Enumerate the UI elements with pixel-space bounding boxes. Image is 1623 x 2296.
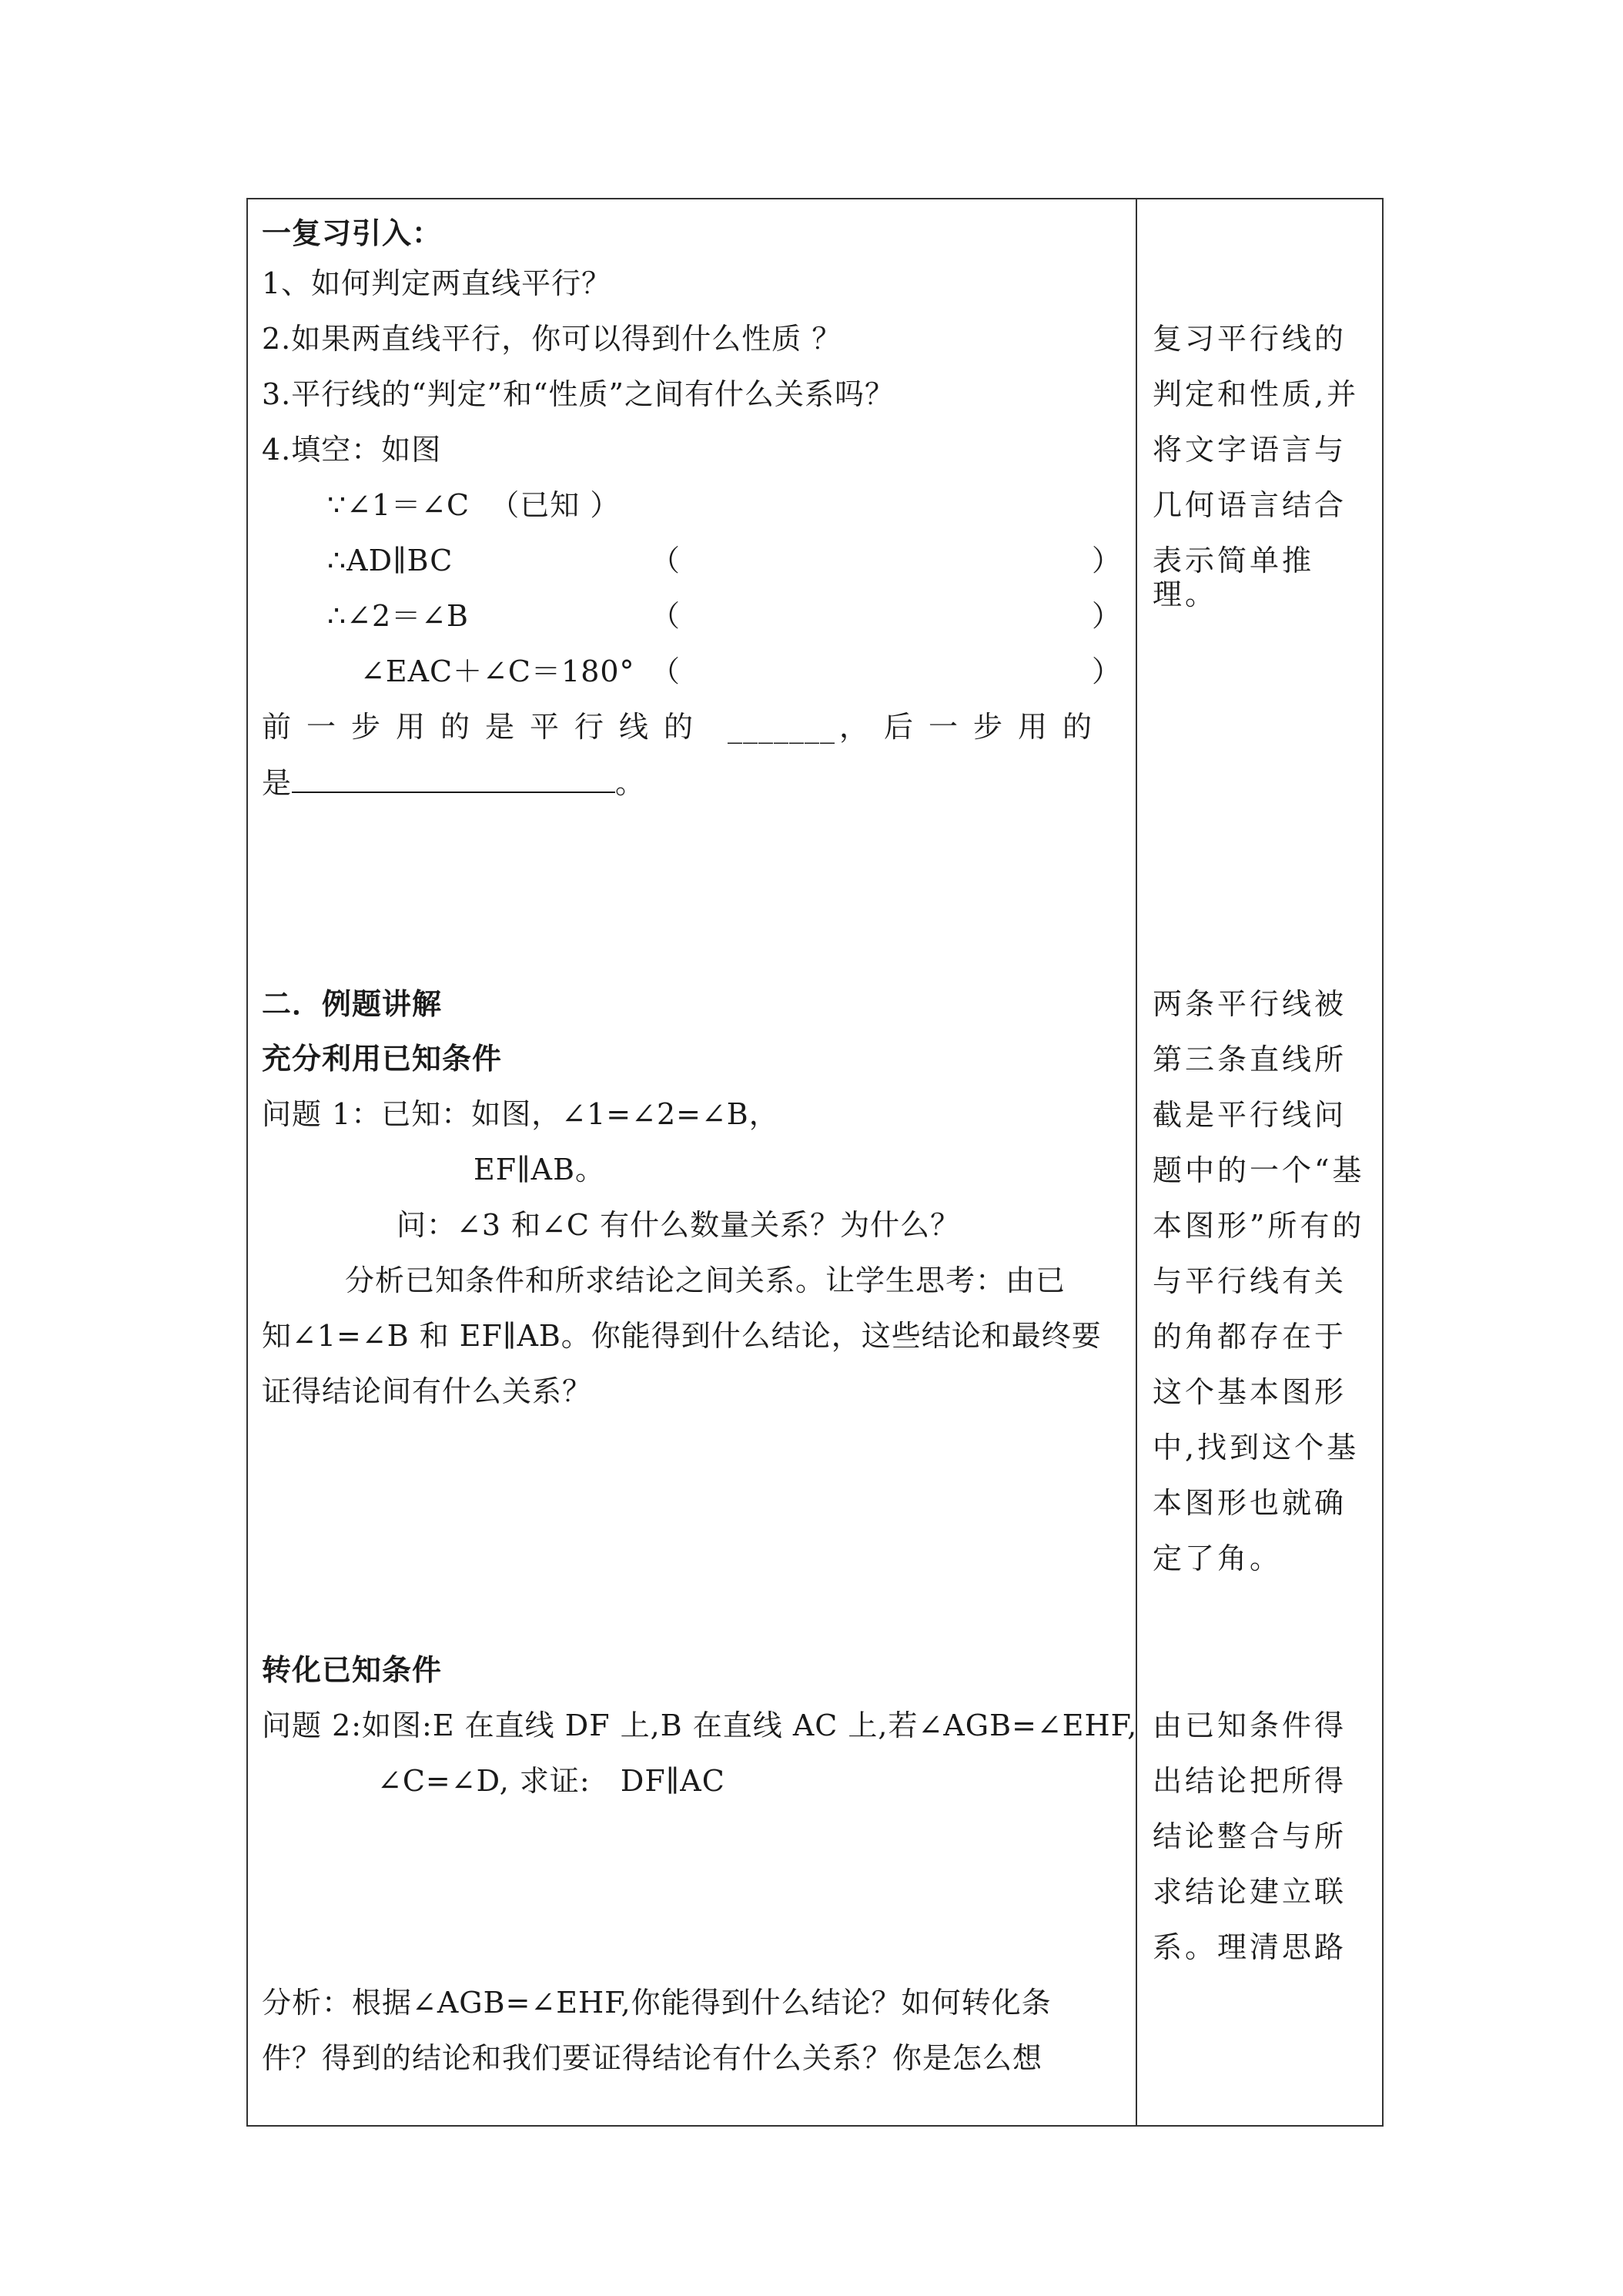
column-divider xyxy=(1136,198,1137,2127)
problem-1-line-2: EF∥AB。 xyxy=(474,1153,606,1186)
note-line: 两条平行线被 xyxy=(1153,987,1347,1021)
fill-blank-line-2-start: 是 xyxy=(262,766,293,800)
problem-2-analysis-2: 件？得到的结论和我们要证得结论有什么关系？你是怎么想 xyxy=(262,2041,1043,2075)
problem-1-analysis-2: 知∠1=∠B 和 EF∥AB。你能得到什么结论，这些结论和最终要 xyxy=(262,1319,1102,1353)
proof-step-2-paren-open: （ xyxy=(651,544,681,577)
note-example-2 xyxy=(1153,1709,1376,1986)
proof-step-4: ∠EAC＋∠C＝180° xyxy=(360,654,635,688)
note-line: 复习平行线的 xyxy=(1153,322,1347,356)
problem-1-line-1: 问题 1：已知：如图，∠1=∠2=∠B， xyxy=(262,1097,779,1131)
example-1-subheading: 充分利用已知条件 xyxy=(262,1042,503,1076)
fill-blank-line-2 xyxy=(262,765,645,800)
note-line: 的角都存在于 xyxy=(1153,1320,1347,1354)
example-2-subheading: 转化已知条件 xyxy=(262,1653,443,1687)
note-review xyxy=(1153,322,1376,611)
note-line: 本图形”所有的 xyxy=(1153,1209,1365,1243)
review-question-2: 2.如果两直线平行，你可以得到什么性质 ？ xyxy=(262,322,842,356)
note-line: 由已知条件得 xyxy=(1153,1709,1347,1742)
problem-2-line-1: 问题 2:如图:E 在直线 DF 上,B 在直线 AC 上,若∠AGB=∠EHF, xyxy=(262,1709,1138,1742)
fill-blank-line-2-end: 。 xyxy=(615,766,646,800)
problem-1-line-3: 问：∠3 和∠C 有什么数量关系？为什么？ xyxy=(397,1208,961,1242)
proof-step-2-paren-close: ） xyxy=(1092,544,1123,577)
note-line: 判定和性质,并 xyxy=(1153,377,1360,411)
fill-blank-line-1b: ，后一步用的 xyxy=(839,710,1108,744)
fill-blank-1: _______ xyxy=(728,710,835,744)
note-line: 第三条直线所 xyxy=(1153,1043,1347,1076)
fill-blank-line-1a: 前一步用的是平行线的 xyxy=(262,710,709,744)
proof-step-3-paren-close: ） xyxy=(1092,599,1123,633)
review-question-4: 4.填空：如图 xyxy=(262,433,442,467)
note-example-1 xyxy=(1153,987,1376,1597)
problem-1-analysis-1: 分析已知条件和所求结论之间关系。让学生思考：由已 xyxy=(345,1263,1066,1297)
note-line: 系。理清思路 xyxy=(1153,1930,1347,1964)
proof-step-4-paren-close: ） xyxy=(1092,654,1123,688)
note-line: 几何语言结合 xyxy=(1153,488,1347,522)
review-question-3: 3.平行线的“判定”和“性质”之间有什么关系吗？ xyxy=(262,377,895,411)
examples-heading: 二．例题讲解 xyxy=(262,987,443,1021)
note-line: 定了角。 xyxy=(1153,1541,1283,1575)
review-heading: 一复习引入： xyxy=(262,216,443,250)
problem-2-line-2: ∠C=∠D, 求证: DF∥AC xyxy=(377,1764,725,1798)
proof-step-1: ∵∠1＝∠C （已知 ） xyxy=(327,488,621,522)
proof-step-2: ∴AD∥BC xyxy=(327,544,453,577)
note-line: 截是平行线问 xyxy=(1153,1098,1347,1132)
review-question-1: 1、如何判定两直线平行？ xyxy=(262,266,612,300)
proof-step-4-paren-open: （ xyxy=(651,654,681,688)
note-line: 将文字语言与 xyxy=(1153,433,1347,467)
note-line: 本图形也就确 xyxy=(1153,1486,1347,1520)
problem-2-analysis-1: 分析：根据∠AGB=∠EHF,你能得到什么结论？如何转化条 xyxy=(262,1986,1052,2020)
proof-step-3-paren-open: （ xyxy=(651,599,681,633)
fill-blank-2 xyxy=(292,765,615,793)
note-line: 题中的一个“基 xyxy=(1153,1153,1365,1187)
note-line: 与平行线有关 xyxy=(1153,1264,1347,1298)
note-line: 中,找到这个基 xyxy=(1153,1431,1360,1464)
note-line: 这个基本图形 xyxy=(1153,1375,1347,1409)
note-line: 出结论把所得 xyxy=(1153,1764,1347,1798)
note-line: 表示简单推理。 xyxy=(1153,544,1315,611)
problem-1-analysis-3: 证得结论间有什么关系？ xyxy=(262,1374,593,1408)
note-line: 求结论建立联 xyxy=(1153,1875,1347,1909)
proof-step-3: ∴∠2＝∠B xyxy=(327,599,469,633)
note-line: 结论整合与所 xyxy=(1153,1819,1347,1853)
